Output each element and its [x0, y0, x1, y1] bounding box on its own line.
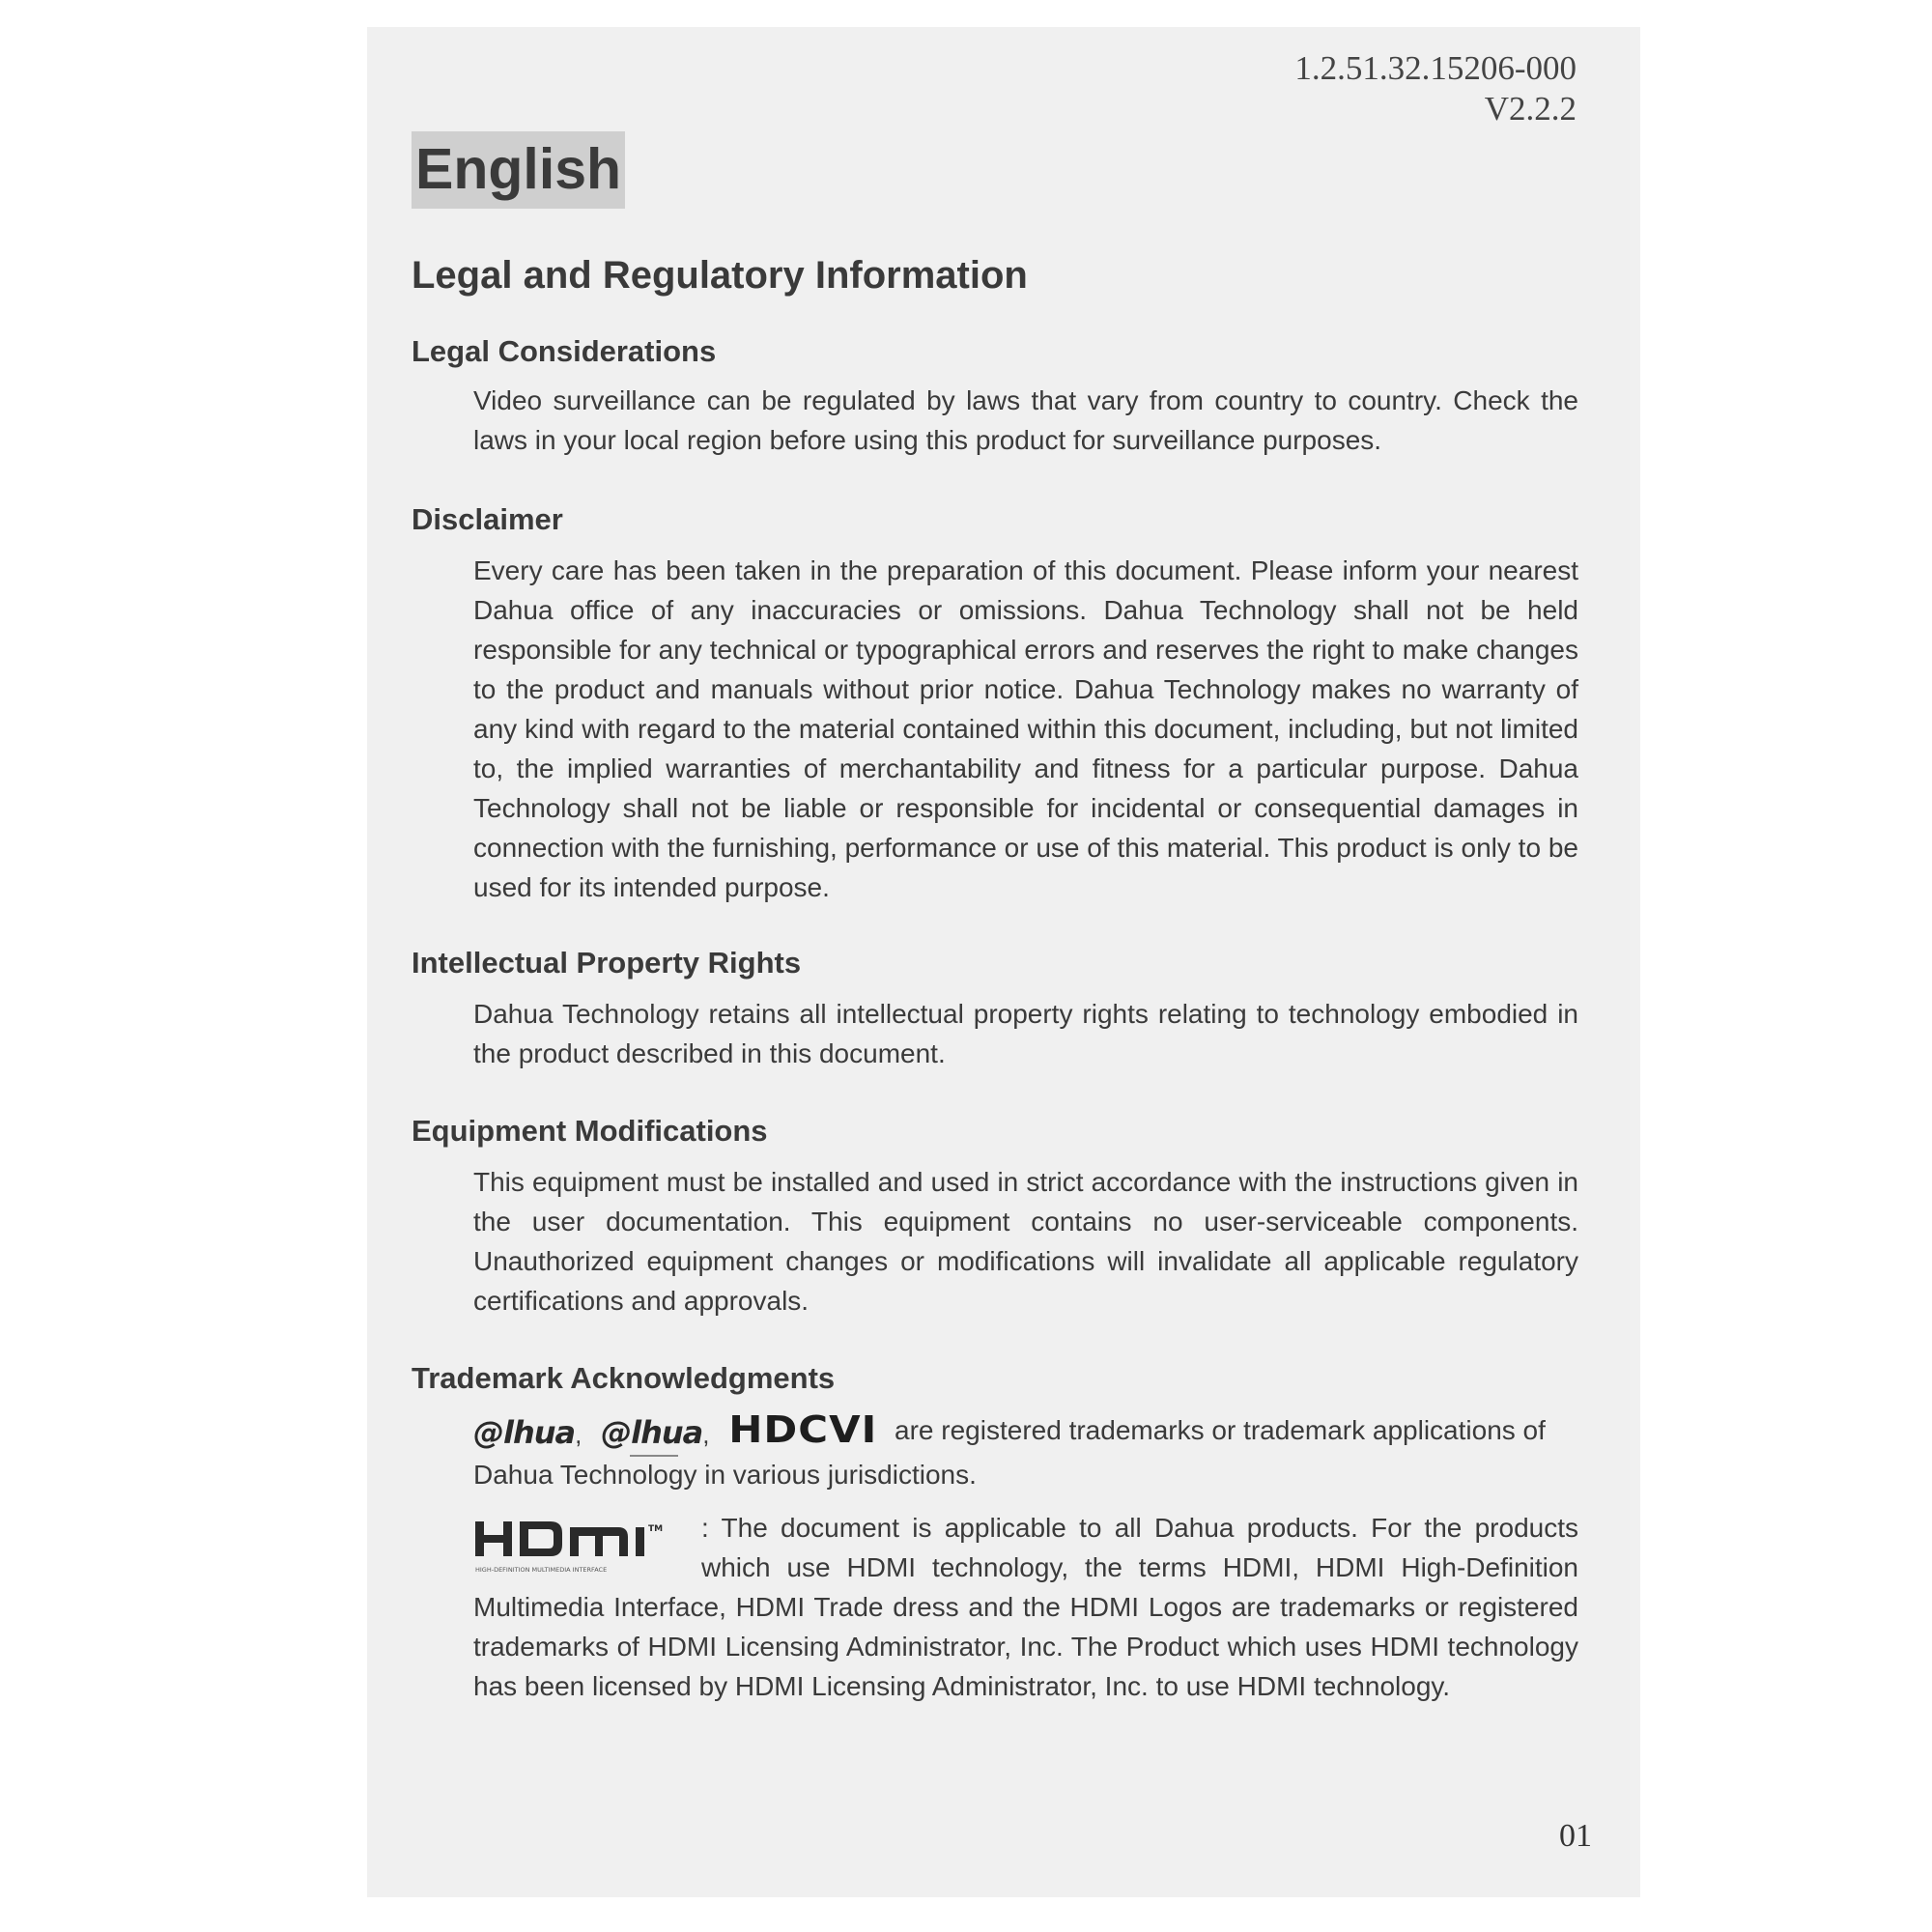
section-legal-considerations [412, 332, 1578, 460]
trademark-logos-text: are registered trademarks or trademark applications of Dahua Technology in various jurisdictions. [473, 1414, 1546, 1490]
dahua-logo: @lhua [473, 1414, 576, 1451]
document-page [367, 27, 1640, 1897]
separator: , [702, 1420, 710, 1449]
page-number: 01 [1559, 1818, 1592, 1854]
section-body: Dahua Technology retains all intellectual property rights relating to technology embodied in the product described in this document. [473, 999, 1578, 1068]
document-code-block [1294, 48, 1577, 129]
section-heading: Equipment Modifications [412, 1114, 768, 1148]
section-heading: Intellectual Property Rights [412, 946, 802, 980]
section-intellectual-property [412, 944, 1578, 1073]
section-body: Video surveillance can be regulated by laws that vary from country to country. Check the laws in your local region before using this product for surveillance purposes. [473, 385, 1578, 455]
dahua-technology-logo: @lhua [601, 1414, 703, 1451]
language-label: English [412, 131, 625, 209]
svg-text:TM: TM [648, 1524, 664, 1534]
section-disclaimer [412, 500, 1578, 907]
document-code: 1.2.51.32.15206-000 [1294, 49, 1577, 87]
document-version: V2.2.2 [1484, 90, 1577, 128]
hdmi-logo [473, 1508, 694, 1587]
section-trademark-acknowledgments [412, 1359, 1578, 1706]
page-title: Legal and Regulatory Information [412, 254, 1028, 297]
separator: , [575, 1420, 582, 1449]
hdmi-text: : The document is applicable to all Dahua products. For the products which use HDMI technology, the terms HDMI, HDMI High-Definition Multimedia Interface, HDMI Trade dress and the HDMI Logos are trademarks or registered trademarks of HDMI Licensing Administrator, Inc. The Product which uses HDMI technology has been licensed by HDMI Licensing Administrator, Inc. to use HDMI technology. [473, 1513, 1578, 1701]
hdcvi-logo: HDCVI [728, 1406, 878, 1452]
section-heading: Legal Considerations [412, 334, 717, 368]
section-equipment-modifications [412, 1112, 1578, 1321]
section-heading: Disclaimer [412, 502, 563, 536]
trademark-logos [473, 1406, 887, 1455]
section-body: This equipment must be installed and used in strict accordance with the instructions given in the user documentation. This equipment contains no user-serviceable components. Unauthorized equipment changes or modifications will invalidate all applicable regulatory certifications and approvals. [473, 1167, 1578, 1316]
section-heading: Trademark Acknowledgments [412, 1361, 836, 1395]
section-body: Every care has been taken in the preparation of this document. Please inform your nearest Dahua office of any inaccuracies or omissions. Dahua Technology shall not be held responsible for any technical or typographical errors and reserves the right to make changes to the product and manuals without prior notice. Dahua Technology makes no warranty of any kind with regard to the material contained within this document, including, but not limited to, the implied warranties of merchantability and fitness for a particular purpose. Dahua Technology shall not be liable or responsible for incidental or consequential damages in connection with the furnishing, performance or use of this material. This product is only to be used for its intended purpose. [473, 555, 1578, 902]
document-content [412, 332, 1578, 1706]
trademark-logos-paragraph [412, 1406, 1578, 1494]
svg-text:HIGH-DEFINITION MULTIMEDIA INT: HIGH-DEFINITION MULTIMEDIA INTERFACE [475, 1566, 608, 1574]
hdmi-paragraph [412, 1508, 1578, 1706]
